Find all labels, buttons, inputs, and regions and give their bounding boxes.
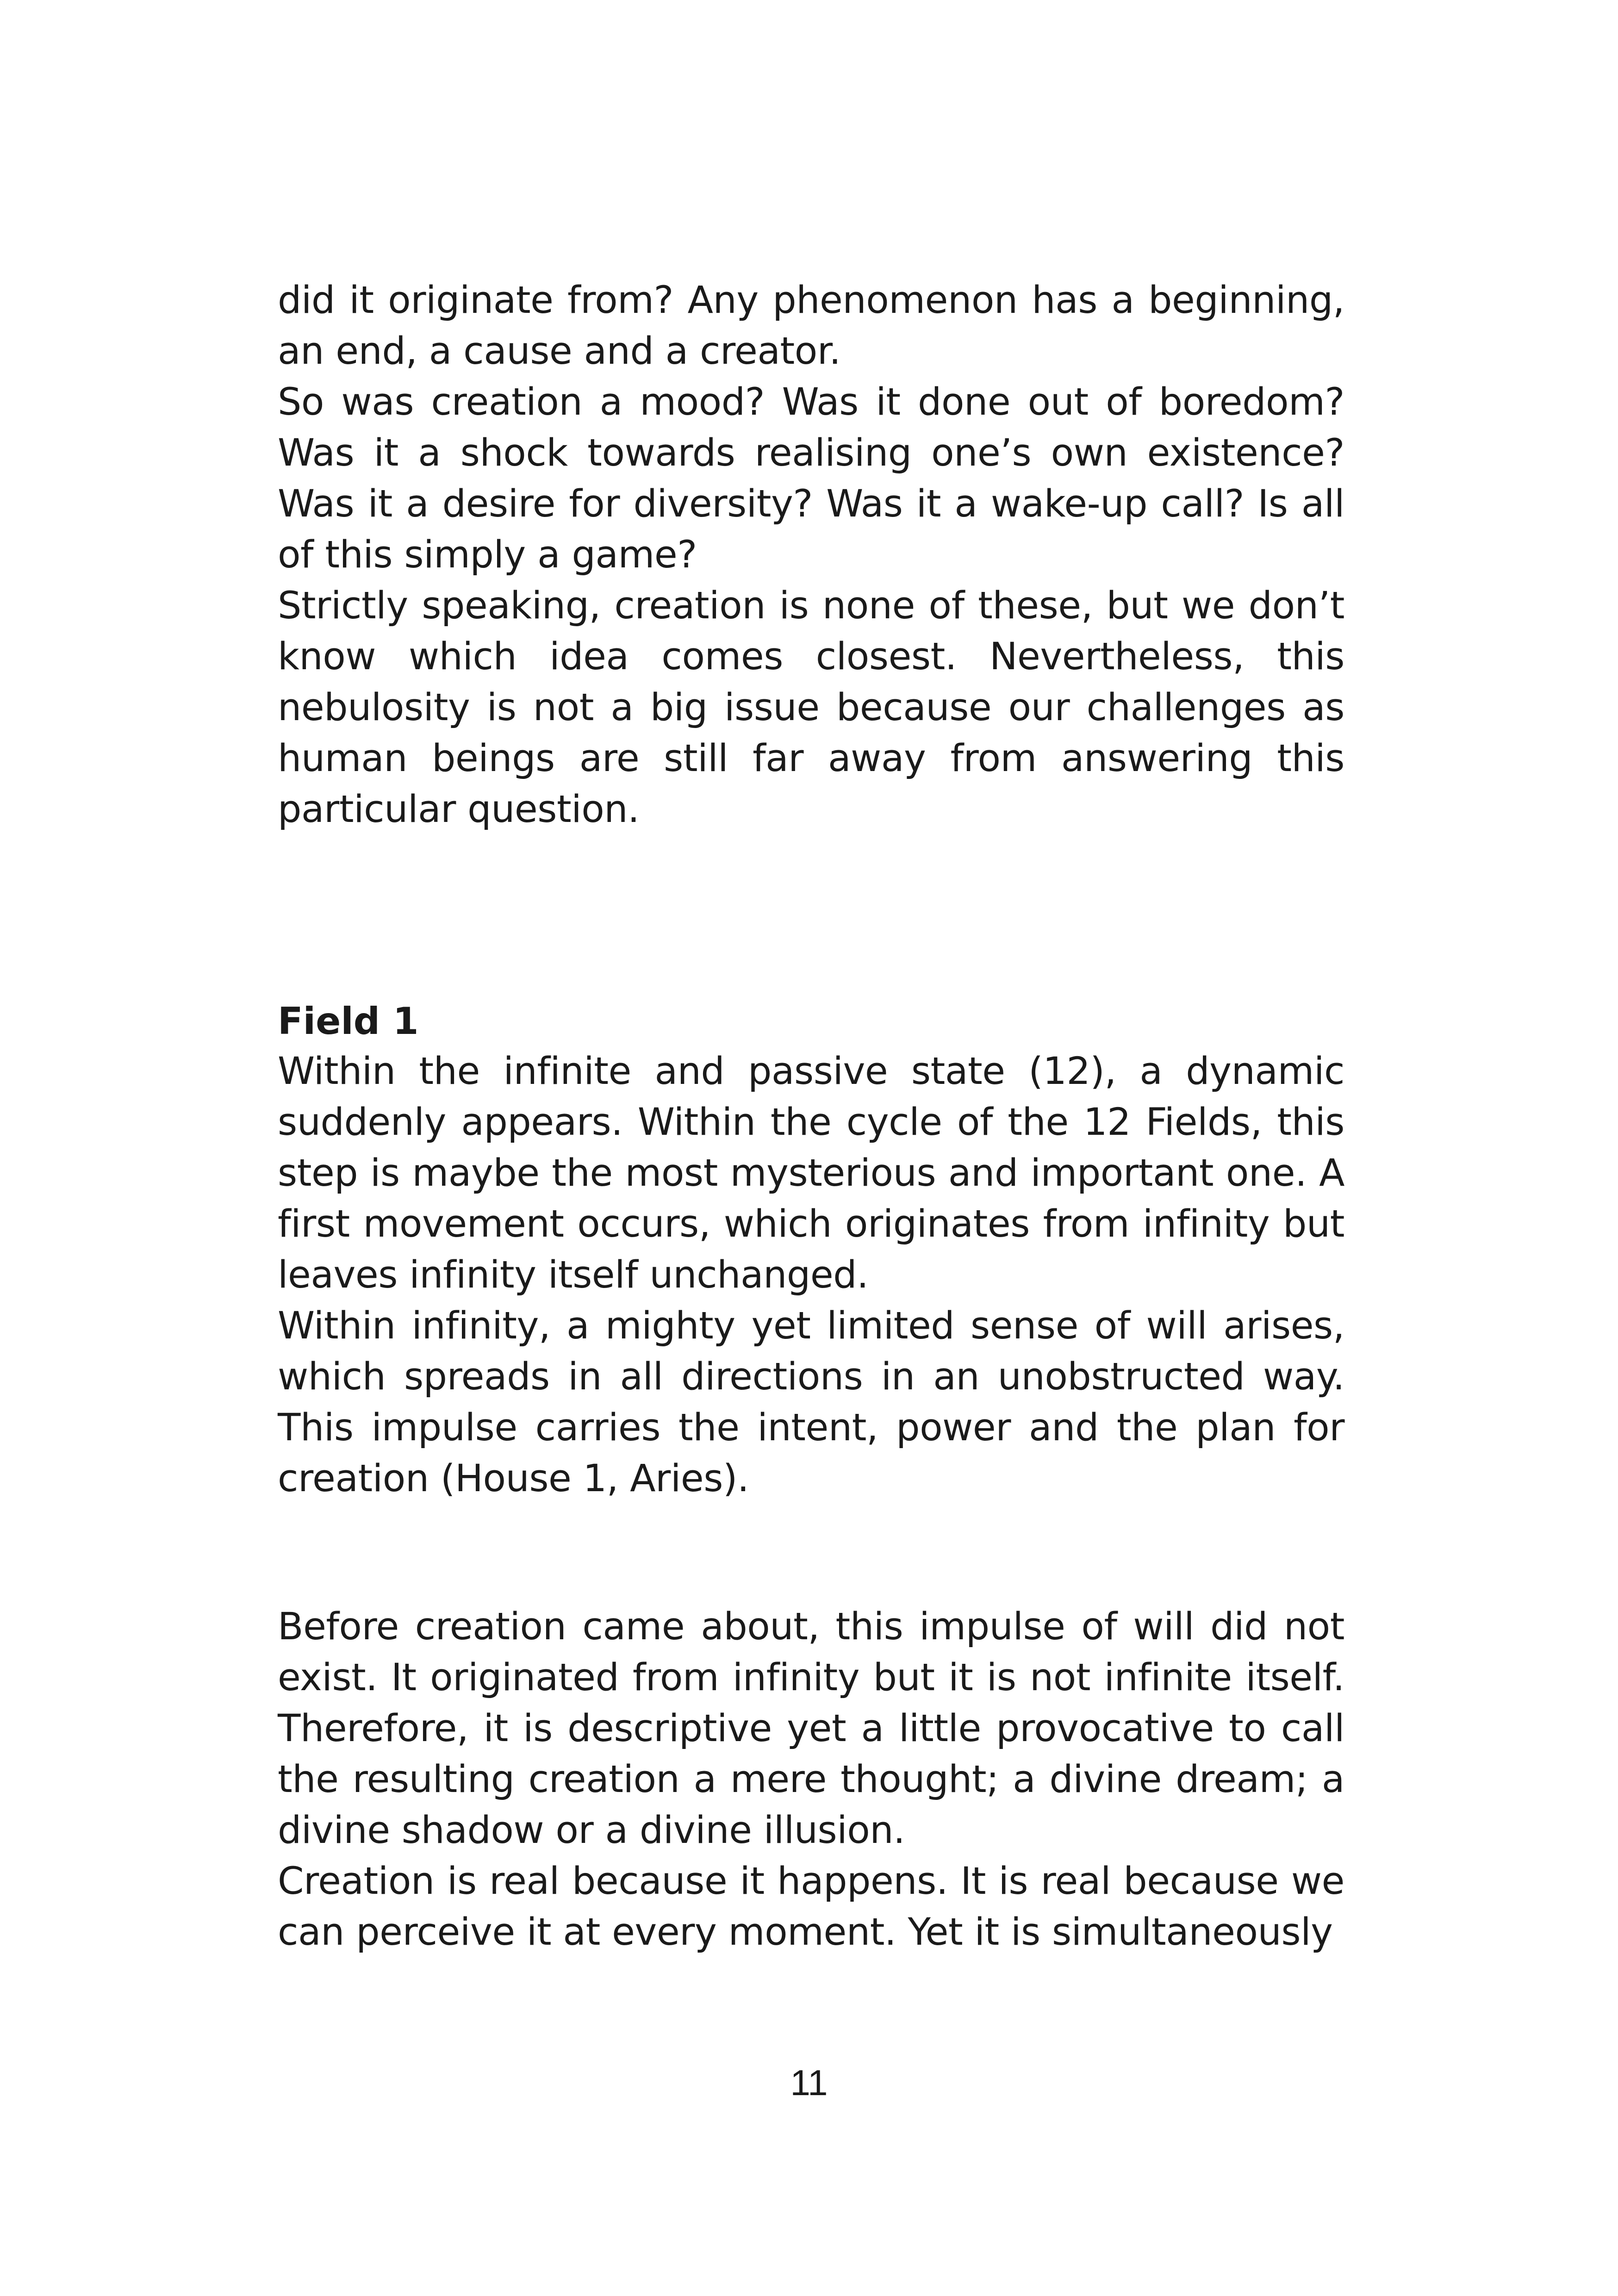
paragraph: Creation is real because it happens. It is real because we can perceive it at every moment. Yet it is simultaneously [278,1860,1344,1954]
field-text-block [278,1046,1344,1504]
intro-text-block [278,275,1344,835]
section-heading: Field 1 [278,1000,419,1043]
paragraph: So was creation a mood? Was it done out of boredom? Was it a shock towards realising one’s own existence? Was it a desire for diversity? Was it a wake-up call? Is all of this simply a game? [278,380,1344,577]
closing-text-block [278,1601,1344,1958]
paragraph: Strictly speaking, creation is none of these, but we don’t know which idea comes closest. Nevertheless, this nebulosity is not a big issue because our challenges as human beings are still far away from answering this particular question. [278,584,1344,831]
paragraph: did it originate from? Any phenomenon has a beginning, an end, a cause and a creator. [278,279,1344,373]
paragraph: Within the infinite and passive state (12), a dynamic suddenly appears. Within the cycle of the 12 Fields, this step is maybe the most mysterious and important one. A first movement occurs, which originates from infinity but leaves infinity itself unchanged. [278,1050,1344,1297]
page-number: 11 [790,2062,828,2103]
paragraph: Within infinity, a mighty yet limited sense of will arises, which spreads in all directions in an unobstructed way. This impulse carries the intent, power and the plan for creation (House 1, Aries). [278,1304,1344,1500]
paragraph: Before creation came about, this impulse of will did not exist. It originated from infinity but it is not infinite itself. Therefore, it is descriptive yet a little provocative to call the resulting creation a mere thought; a divine dream; a divine shadow or a divine illusion. [278,1605,1344,1852]
